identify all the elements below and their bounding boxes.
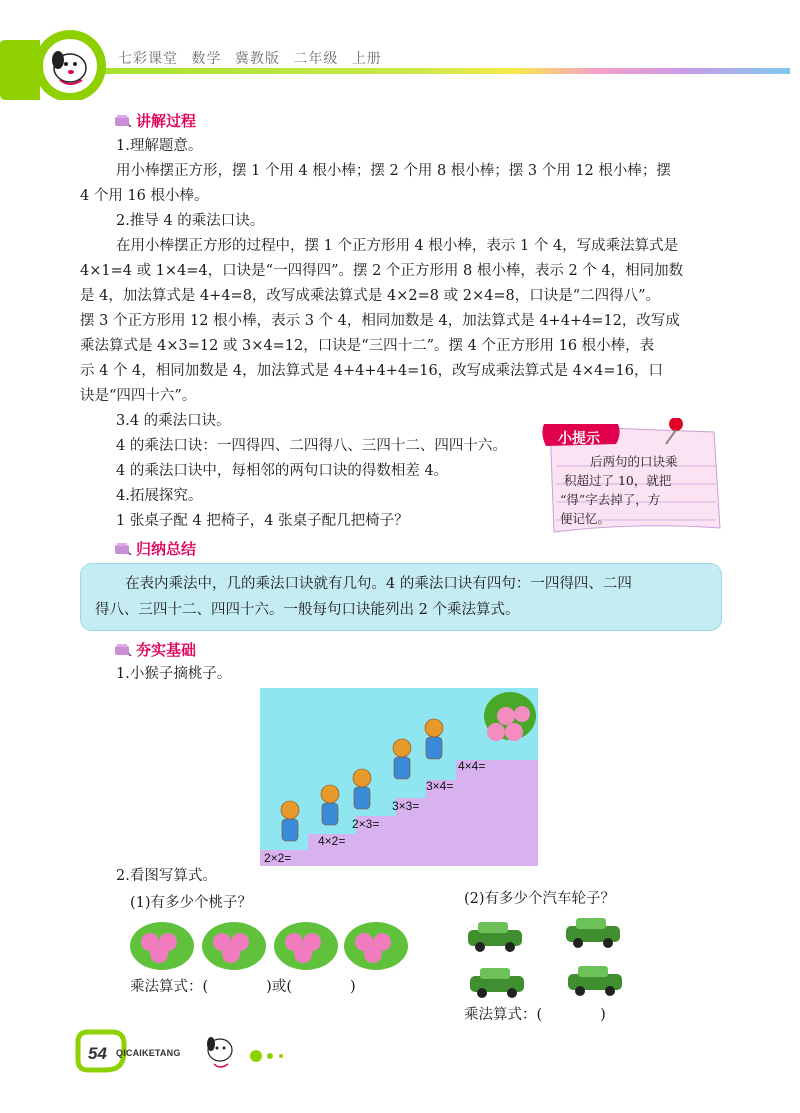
section-pencil-icon: [114, 114, 132, 128]
stair-label: 3×4=: [426, 779, 454, 793]
section-pencil-icon: [114, 542, 132, 556]
edition-name: 冀教版: [234, 51, 280, 67]
body-line: 示 4 个 4，相同加数是 4，加法算式是 4+4+4+4=16，改写成乘法算式是 4×4=16，口: [80, 363, 663, 379]
body-line: 在用小棒摆正方形的过程中，摆 1 个正方形用 4 根小棒，表示 1 个 4，写成乘法算式是: [116, 238, 679, 254]
body-line: 摆 3 个正方形用 12 根小棒，表示 3 个 4，相同加数是 4，加法算式是 4+4+4=12，改写成: [80, 313, 680, 329]
body-line: 乘法算式是 4×3=12 或 3×4=12，口诀是“三四十二”。摆 4 个正方形用 16 根小棒，表: [80, 338, 655, 354]
tip-line: 积超过了 10，就把: [564, 473, 672, 488]
tip-note: [536, 418, 724, 536]
summary-line: 在表内乘法中，几的乘法口诀就有几句。4 的乘法口诀有四句：一四得四、二四: [125, 576, 632, 592]
answer-line-peaches: 乘法算式：( )或( ): [130, 979, 356, 995]
body-line: 1 张桌子配 4 把椅子，4 张桌子配几把椅子？: [116, 513, 409, 529]
body-line: 4 的乘法口诀中，每相邻的两句口诀的得数相差 4。: [116, 463, 449, 479]
monkey-icon: [425, 719, 443, 759]
car-icon: [568, 966, 622, 996]
body-line: 用小棒摆正方形，摆 1 个用 4 根小棒；摆 2 个用 8 根小棒；摆 3 个用 12 根小棒；摆: [116, 163, 671, 179]
grade-name: 二年级: [293, 51, 339, 67]
step-3-title: 3.4 的乘法口诀。: [116, 413, 231, 429]
section-heading-explanation: 讲解过程: [114, 110, 196, 131]
body-line: 4 个用 16 根小棒。: [80, 188, 209, 204]
monkey-icon: [281, 801, 299, 841]
section-heading-basics: 夯实基础: [114, 639, 196, 660]
stair-label: 4×2=: [318, 834, 346, 848]
body-line: 是 4，加法算式是 4+4=8，改写成乘法算式是 4×2=8 或 2×4=8，口诀是“二四得八”。: [80, 288, 661, 304]
body-line: 4 的乘法口诀：一四得四、二四得八、三四十二、四四十六。: [116, 438, 507, 454]
peach-groups-figure: [128, 918, 410, 974]
question-2: 2.看图写算式。: [116, 868, 217, 884]
section-heading-summary: 归纳总结: [114, 538, 196, 559]
monkey-stairs-figure: [260, 688, 538, 866]
peach-group-icon: [344, 922, 408, 970]
peach-group-icon: [202, 922, 266, 970]
step-1-title: 1.理解题意。: [116, 138, 203, 154]
dot-icon: [267, 1053, 273, 1059]
series-name: 七彩课堂: [118, 51, 178, 67]
car-icon: [470, 968, 524, 998]
question-1: 1.小猴子摘桃子。: [116, 666, 232, 682]
question-2b: (2)有多少个汽车轮子？: [464, 891, 616, 907]
step-4-title: 4.拓展探究。: [116, 488, 203, 504]
step-2-title: 2.推导 4 的乘法口诀。: [116, 213, 265, 229]
car-icon: [468, 922, 522, 952]
peach-group-icon: [130, 922, 194, 970]
section-pencil-icon: [114, 643, 132, 657]
header-title: [118, 48, 390, 68]
monkey-icon: [353, 769, 371, 809]
tip-line: 便记忆。: [560, 511, 611, 526]
stair-label: 2×3=: [352, 817, 380, 831]
tip-line: 后两句的口诀乘: [590, 454, 678, 469]
tip-title: 小提示: [558, 431, 600, 447]
cars-figure: [462, 916, 632, 1000]
summary-line: 得八、三四十二、四四十六。一般每句口诀能列出 2 个乘法算式。: [95, 602, 520, 618]
page-number: 54: [88, 1044, 107, 1063]
stair-label: 3×3=: [392, 799, 420, 813]
question-2a: (1)有多少个桃子？: [130, 895, 253, 911]
subject-name: 数学: [191, 51, 222, 67]
volume-name: 上册: [351, 51, 382, 67]
answer-line-wheels: 乘法算式：( ): [464, 1007, 606, 1023]
dot-icon: [279, 1054, 283, 1058]
dot-icon: [250, 1050, 262, 1062]
monkey-icon: [393, 739, 411, 779]
car-icon: [566, 918, 620, 948]
stair-label: 2×2=: [264, 851, 292, 865]
dog-mascot-icon: [207, 1037, 232, 1067]
summary-box: [80, 563, 722, 631]
monkey-icon: [321, 785, 339, 825]
body-line: 诀是“四四十六”。: [80, 388, 197, 404]
tip-line: “得”字去掉了，方: [560, 492, 661, 507]
footer-brand: QICAIKETANG: [116, 1048, 181, 1058]
stair-label: 4×4=: [458, 759, 486, 773]
peach-group-icon: [274, 922, 338, 970]
body-line: 4×1=4 或 1×4=4，口诀是“一四得四”。摆 2 个正方形用 8 根小棒，表示 2 个 4，相同加数: [80, 263, 684, 279]
